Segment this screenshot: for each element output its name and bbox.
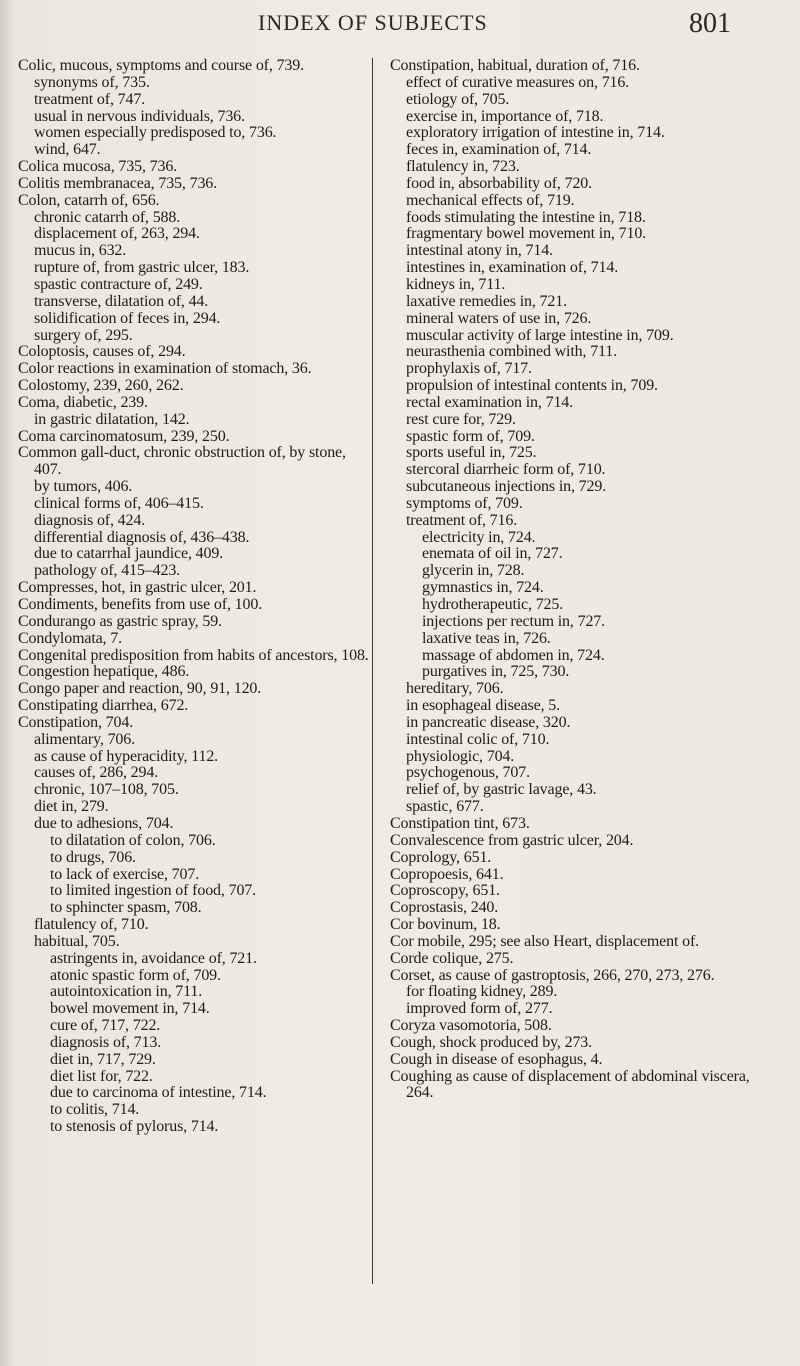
index-entry: solidification of feces in, 294. [34, 309, 221, 327]
index-entry: diet list for, 722. [50, 1067, 153, 1085]
left-index-column [18, 58, 374, 1136]
running-head: INDEX OF SUBJECTS [258, 10, 488, 35]
index-entry: Congo paper and reaction, 90, 91, 120. [18, 680, 262, 698]
index-entry: differential diagnosis of, 436–438. [34, 528, 250, 546]
index-entry: symptoms of, 709. [406, 494, 523, 512]
index-entry: mechanical effects of, 719. [406, 191, 575, 209]
index-entry: pathology of, 415–423. [34, 562, 181, 580]
index-entry: etiology of, 705. [406, 90, 510, 108]
index-entry: transverse, dilatation of, 44. [34, 292, 209, 310]
index-entry: intestinal atony in, 714. [406, 242, 553, 260]
index-entry: habitual, 705. [34, 932, 120, 950]
index-entry: synonyms of, 735. [34, 73, 150, 91]
index-entry: by tumors, 406. [34, 478, 133, 496]
index-entry: Corde colique, 275. [390, 949, 514, 967]
index-entry: Coproscopy, 651. [390, 882, 500, 900]
index-entry: treatment of, 716. [406, 511, 518, 529]
index-entry: Congestion hepatique, 486. [18, 663, 190, 681]
index-entry: purgatives in, 725, 730. [422, 663, 570, 681]
index-entry: fragmentary bowel movement in, 710. [406, 225, 647, 243]
index-entry: women especially predisposed to, 736. [34, 124, 277, 142]
index-entry: propulsion of intestinal contents in, 709. [406, 377, 658, 395]
index-entry: laxative remedies in, 721. [406, 292, 567, 310]
index-entry: enemata of oil in, 727. [422, 545, 563, 563]
index-entry: clinical forms of, 406–415. [34, 494, 204, 512]
index-entry: due to catarrhal jaundice, 409. [34, 545, 224, 563]
index-entry: spastic, 677. [406, 798, 484, 816]
index-entry: sports useful in, 725. [406, 444, 537, 462]
index-entry: in gastric dilatation, 142. [34, 410, 190, 428]
index-entry: Coloptosis, causes of, 294. [18, 343, 186, 361]
index-entry: Cough, shock produced by, 273. [390, 1033, 592, 1051]
index-entry: improved form of, 277. [406, 1000, 553, 1018]
index-entry: autointoxication in, 711. [50, 983, 203, 1001]
index-entry: Color reactions in examination of stomach, 36. [18, 360, 312, 378]
index-entry: surgery of, 295. [34, 326, 133, 344]
index-entry: cure of, 717, 722. [50, 1017, 161, 1035]
index-entry: as cause of hyperacidity, 112. [34, 747, 219, 765]
index-entry: to limited ingestion of food, 707. [50, 882, 256, 900]
index-entry: rectal examination in, 714. [406, 393, 574, 411]
index-entry: Coryza vasomotoria, 508. [390, 1017, 552, 1035]
index-entry: flatulency in, 723. [406, 158, 520, 176]
index-entry: Constipation, 704. [18, 713, 134, 731]
index-entry: rupture of, from gastric ulcer, 183. [34, 259, 250, 277]
column-divider [372, 58, 373, 1284]
index-entry: effect of curative measures on, 716. [406, 73, 630, 91]
index-entry: Coma carcinomatosum, 239, 250. [18, 427, 230, 445]
index-entry: Constipation, habitual, duration of, 716. [390, 57, 640, 74]
index-entry: mineral waters of use in, 726. [406, 309, 592, 327]
index-entry: spastic form of, 709. [406, 427, 535, 445]
index-entry: to drugs, 706. [50, 848, 136, 866]
index-entry: in pancreatic disease, 320. [406, 713, 571, 731]
index-entry: to dilatation of colon, 706. [50, 831, 216, 849]
index-entry: relief of, by gastric lavage, 43. [406, 781, 597, 799]
index-entry: Compresses, hot, in gastric ulcer, 201. [18, 579, 257, 597]
index-entry: stercoral diarrheic form of, 710. [406, 461, 606, 479]
index-entry: massage of abdomen in, 724. [422, 646, 605, 664]
index-entry: due to adhesions, 704. [34, 814, 174, 832]
index-entry: Cor bovinum, 18. [390, 916, 501, 934]
index-entry: chronic catarrh of, 588. [34, 208, 181, 226]
index-entry: in esophageal disease, 5. [406, 697, 560, 715]
index-entry: alimentary, 706. [34, 730, 135, 748]
right-index-column [390, 58, 765, 1102]
index-entry: Coma, diabetic, 239. [18, 393, 148, 411]
index-entry: Constipating diarrhea, 672. [18, 697, 189, 715]
index-entry: Colitis membranacea, 735, 736. [18, 174, 218, 192]
index-entry: glycerin in, 728. [422, 562, 525, 580]
index-entry: to colitis, 714. [50, 1101, 140, 1119]
index-entry: flatulency of, 710. [34, 916, 149, 934]
index-entry: Coprology, 651. [390, 848, 492, 866]
index-entry: Cough in disease of esophagus, 4. [390, 1050, 603, 1068]
index-entry: neurasthenia combined with, 711. [406, 343, 617, 361]
index-entry: treatment of, 747. [34, 90, 146, 108]
index-entry: hydrotherapeutic, 725. [422, 596, 564, 613]
index-entry: diagnosis of, 713. [50, 1033, 162, 1051]
index-entry: Convalescence from gastric ulcer, 204. [390, 831, 634, 849]
index-entry: hereditary, 706. [406, 680, 504, 698]
page-edge-shadow [0, 0, 16, 1366]
index-entry: Common gall-duct, chronic obstruction of, by stone, 407. [18, 444, 346, 479]
index-entry: diagnosis of, 424. [34, 511, 146, 529]
index-entry: Coughing as cause of displacement of abdominal viscera, 264. [390, 1067, 750, 1102]
index-entry: mucus in, 632. [34, 242, 127, 260]
index-entry: intestines in, examination of, 714. [406, 259, 619, 277]
index-entry: subcutaneous injections in, 729. [406, 478, 607, 496]
page-number: 801 [689, 8, 731, 39]
index-entry: psychogenous, 707. [406, 764, 530, 782]
index-entry: Condurango as gastric spray, 59. [18, 612, 222, 630]
index-entry: atonic spastic form of, 709. [50, 966, 221, 984]
index-entry: food in, absorbability of, 720. [406, 174, 592, 192]
index-entry: Condiments, benefits from use of, 100. [18, 596, 263, 613]
index-entry: chronic, 107–108, 705. [34, 781, 179, 799]
index-entry: usual in nervous individuals, 736. [34, 107, 245, 125]
index-entry: Colic, mucous, symptoms and course of, 739. [18, 57, 304, 74]
index-entry: laxative teas in, 726. [422, 629, 551, 647]
index-entry: bowel movement in, 714. [50, 1000, 210, 1018]
index-entry: to sphincter spasm, 708. [50, 899, 202, 917]
index-entry: wind, 647. [34, 141, 101, 159]
index-entry: due to carcinoma of intestine, 714. [50, 1084, 267, 1102]
index-entry: injections per rectum in, 727. [422, 612, 606, 630]
index-entry: exploratory irrigation of intestine in, 714. [406, 124, 665, 142]
index-entry: Constipation tint, 673. [390, 814, 530, 832]
index-entry: Corset, as cause of gastroptosis, 266, 270, 273, 276. [390, 966, 715, 984]
index-entry: feces in, examination of, 714. [406, 141, 592, 159]
index-entry: causes of, 286, 294. [34, 764, 159, 782]
index-entry: diet in, 279. [34, 798, 109, 816]
index-entry: to lack of exercise, 707. [50, 865, 200, 883]
index-entry: diet in, 717, 729. [50, 1050, 156, 1068]
index-entry: Condylomata, 7. [18, 629, 122, 647]
index-entry: Colostomy, 239, 260, 262. [18, 377, 184, 395]
index-entry: Colon, catarrh of, 656. [18, 191, 160, 209]
index-entry: Copropoesis, 641. [390, 865, 504, 883]
index-entry: Cor mobile, 295; see also Heart, displacement of. [390, 932, 700, 950]
index-entry: muscular activity of large intestine in, 709. [406, 326, 674, 344]
index-entry: kidneys in, 711. [406, 275, 506, 293]
index-entry: to stenosis of pylorus, 714. [50, 1118, 219, 1136]
index-entry: displacement of, 263, 294. [34, 225, 200, 243]
index-entry: exercise in, importance of, 718. [406, 107, 604, 125]
index-entry: physiologic, 704. [406, 747, 515, 765]
index-entry: prophylaxis of, 717. [406, 360, 532, 378]
index-entry: Congenital predisposition from habits of ancestors, 108. [18, 646, 369, 664]
index-entry: intestinal colic of, 710. [406, 730, 550, 748]
index-entry: astringents in, avoidance of, 721. [50, 949, 257, 967]
index-entry: Coprostasis, 240. [390, 899, 499, 917]
index-entry: electricity in, 724. [422, 528, 536, 546]
index-entry: spastic contracture of, 249. [34, 275, 203, 293]
index-entry: gymnastics in, 724. [422, 579, 544, 597]
index-entry: rest cure for, 729. [406, 410, 516, 428]
index-entry: foods stimulating the intestine in, 718. [406, 208, 646, 226]
page-header [0, 8, 800, 44]
index-entry: for floating kidney, 289. [406, 983, 558, 1001]
index-entry: Colica mucosa, 735, 736. [18, 158, 178, 176]
